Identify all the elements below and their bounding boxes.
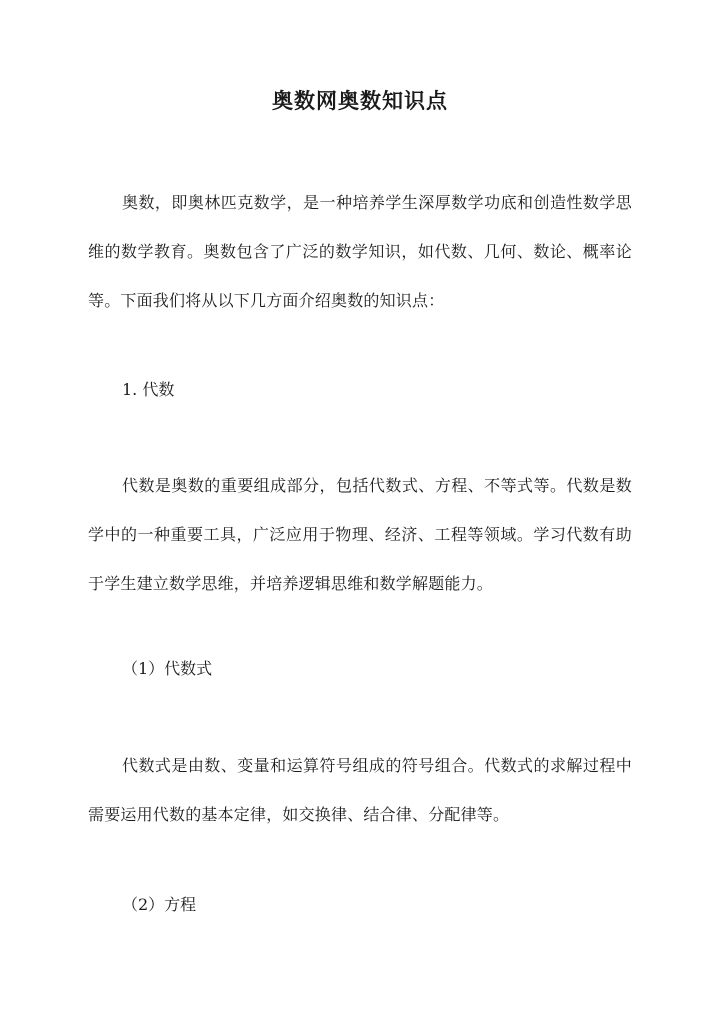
subsection-heading-equation: （2）方程 xyxy=(122,895,197,914)
intro-paragraph: 奥数，即奥林匹克数学，是一种培养学生深厚数学功底和创造性数学思维的数学教育。奥数包含了广泛的数学知识，如代数、几何、数论、概率论等。下面我们将从以下几方面介绍奥数的知识点： xyxy=(88,193,632,310)
section-heading-algebra: 1. 代数 xyxy=(122,380,175,399)
algebraic-expression-paragraph: 代数式是由数、变量和运算符号组成的符号组合。代数式的求解过程中需要运用代数的基本定律，如交换律、结合律、分配律等。 xyxy=(88,756,632,824)
subsection-heading-algebraic-expression: （1）代数式 xyxy=(122,659,213,678)
algebra-paragraph: 代数是奥数的重要组成部分，包括代数式、方程、不等式等。代数是数学中的一种重要工具，广泛应用于物理、经济、工程等领域。学习代数有助于学生建立数学思维，并培养逻辑思维和数学解题能力。 xyxy=(88,476,632,593)
document-title: 奥数网奥数知识点 xyxy=(272,88,448,113)
